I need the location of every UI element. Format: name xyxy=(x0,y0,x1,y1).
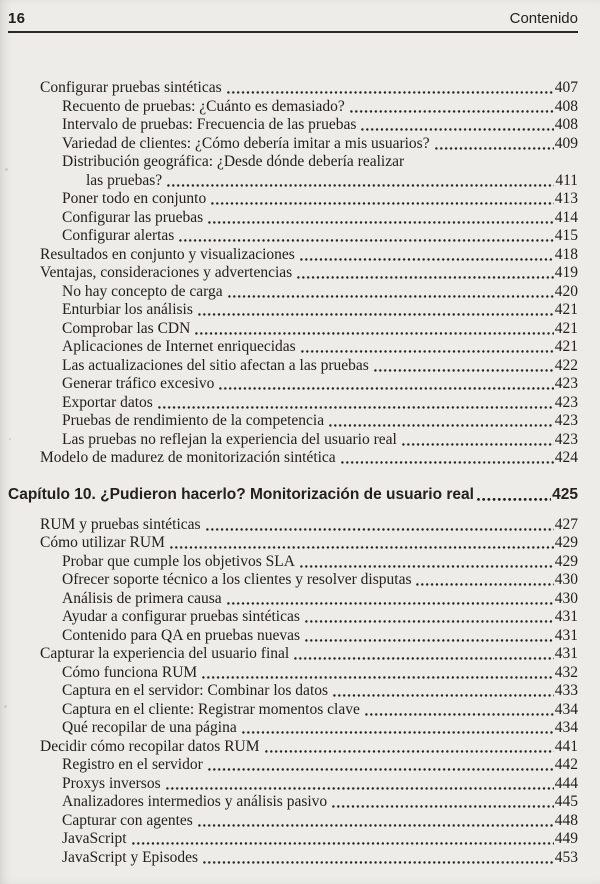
toc-entry-label: Generar tráfico excesivo xyxy=(62,375,215,392)
toc-entry-label: Modelo de madurez de monitorización sintética xyxy=(40,449,336,466)
toc-entry-label: JavaScript xyxy=(62,830,127,847)
scan-speckle xyxy=(5,168,8,171)
toc-leader-dots xyxy=(304,627,554,646)
toc-entry-page: 423 xyxy=(554,393,578,411)
toc-entry-label: Captura en el cliente: Registrar momentos clave xyxy=(62,700,360,718)
toc-entry-page: 415 xyxy=(554,227,578,244)
toc-entry xyxy=(8,590,578,609)
toc-leader-dots xyxy=(202,849,554,868)
toc-leader-dots xyxy=(201,664,554,683)
running-header-title: Contenido xyxy=(509,10,578,27)
toc-leader-dots xyxy=(207,756,554,775)
toc-entry xyxy=(8,849,578,868)
toc-entry-label: Aplicaciones de Internet enriquecidas xyxy=(62,338,296,355)
scan-speckle xyxy=(4,705,7,708)
toc-entry-label: Capturar con agentes xyxy=(62,811,193,829)
toc-entry xyxy=(8,682,578,701)
toc-entry-page: 430 xyxy=(554,571,578,588)
toc-entry-page: 423 xyxy=(554,430,578,448)
toc-entry xyxy=(8,571,578,590)
header-rule xyxy=(8,31,578,33)
toc-entry-label: Analizadores intermedios y análisis pasivo xyxy=(62,793,328,810)
toc-entry-page: 449 xyxy=(554,830,578,847)
toc-entry-label: Captura en el servidor: Combinar los datos xyxy=(62,682,329,699)
toc-leader-dots xyxy=(169,534,554,553)
toc-leader-dots xyxy=(332,682,554,701)
toc-entry-page: 407 xyxy=(554,79,578,96)
toc-leader-dots xyxy=(364,701,554,720)
toc-entry-page: 431 xyxy=(554,626,578,644)
toc-entry xyxy=(8,812,578,831)
toc-entry xyxy=(8,516,578,535)
toc-entry xyxy=(8,153,578,172)
toc-entry xyxy=(8,135,578,154)
toc-entry xyxy=(8,246,578,265)
toc-entry-page: 430 xyxy=(554,589,578,607)
toc-leader-dots xyxy=(131,830,554,849)
toc-entry-page: 431 xyxy=(554,645,578,662)
toc-entry xyxy=(8,375,578,394)
toc-entry xyxy=(8,264,578,283)
toc-entry-page: 442 xyxy=(554,756,578,773)
toc-leader-dots xyxy=(415,571,553,590)
toc-leader-dots xyxy=(218,375,553,394)
toc-leader-dots xyxy=(434,135,554,154)
toc-entry-page: 444 xyxy=(554,774,578,792)
toc-entry-page: 424 xyxy=(554,449,578,466)
toc-entry xyxy=(8,116,578,135)
toc-entry-label: Configurar alertas xyxy=(62,227,175,244)
toc-entry-label: No hay concepto de carga xyxy=(62,282,223,300)
toc-entry xyxy=(8,79,578,98)
toc-entry-page: 421 xyxy=(554,338,578,355)
toc-leader-dots xyxy=(300,338,554,357)
toc-entry-page: 408 xyxy=(554,116,578,133)
toc-entry xyxy=(8,645,578,664)
toc-entry-label: Contenido para QA en pruebas nuevas xyxy=(62,626,301,644)
toc-entry-page: 433 xyxy=(554,682,578,699)
toc-entry xyxy=(8,664,578,683)
toc-entry xyxy=(8,608,578,627)
toc-entry xyxy=(8,98,578,117)
toc-entry-page: 408 xyxy=(554,97,578,115)
toc-entry-page: 423 xyxy=(554,412,578,429)
toc-entry-label: Probar que cumple los objetivos SLA xyxy=(62,552,295,570)
toc-leader-dots xyxy=(373,357,554,376)
toc-entry-label: Comprobar las CDN xyxy=(62,319,191,337)
toc-entry-label: Análisis de primera causa xyxy=(62,589,222,607)
toc-entry xyxy=(8,190,578,209)
toc-leader-dots xyxy=(207,209,554,228)
toc-leader-dots xyxy=(210,190,554,209)
toc-entry xyxy=(8,793,578,812)
toc-entry-label: RUM y pruebas sintéticas xyxy=(40,515,201,533)
toc-entry-page: 422 xyxy=(554,356,578,374)
toc-entry-label: Proxys inversos xyxy=(62,774,161,792)
toc-entry-label: Las actualizaciones del sitio afectan a las pruebas xyxy=(62,356,369,374)
toc-entry xyxy=(8,534,578,553)
toc-entry-page: 418 xyxy=(554,245,578,263)
toc-entry xyxy=(8,394,578,413)
toc-leader-dots xyxy=(241,719,554,738)
toc-entry-page: 427 xyxy=(554,515,578,533)
scan-speckle xyxy=(9,438,11,440)
toc-entry-page: 419 xyxy=(554,264,578,281)
toc-leader-dots xyxy=(166,172,554,191)
toc-entry xyxy=(8,719,578,738)
toc-entry-page: 445 xyxy=(554,793,578,810)
toc-entry-page: 441 xyxy=(554,737,578,755)
toc-entry-label: Registro en el servidor xyxy=(62,756,203,773)
toc-leader-dots xyxy=(226,79,554,98)
toc-leader-dots xyxy=(293,645,554,664)
toc-leader-dots xyxy=(165,775,554,794)
toc-entry xyxy=(8,431,578,450)
toc-entry-page: 413 xyxy=(554,190,578,207)
toc-entry-label: Qué recopilar de una página xyxy=(62,719,237,736)
toc-entry xyxy=(8,338,578,357)
toc-entry-label: Las pruebas no reflejan la experiencia del usuario real xyxy=(62,430,397,448)
toc-leader-dots xyxy=(226,590,554,609)
toc-entry xyxy=(8,775,578,794)
toc-leader-dots xyxy=(328,412,554,431)
toc-entry xyxy=(8,756,578,775)
toc-entry-page: 453 xyxy=(554,848,578,866)
toc-entry xyxy=(8,701,578,720)
toc-entry-label: Recuento de pruebas: ¿Cuánto es demasiado? xyxy=(62,97,345,115)
toc-entry-label: Ofrecer soporte técnico a los clientes y resolver disputas xyxy=(62,571,412,588)
toc-leader-dots xyxy=(197,301,554,320)
toc-entry-label: Capturar la experiencia del usuario final xyxy=(40,645,290,662)
toc-entry-label: Cómo utilizar RUM xyxy=(40,534,165,551)
toc-entry-label: Variedad de clientes: ¿Cómo debería imitar a mis usuarios? xyxy=(62,134,430,152)
toc-leader-dots xyxy=(299,246,554,265)
toc-entry xyxy=(8,283,578,302)
toc-entry-label: Configurar pruebas sintéticas xyxy=(40,79,222,96)
toc-entry xyxy=(8,412,578,431)
toc-entry xyxy=(8,227,578,246)
toc-entry-page: 434 xyxy=(554,700,578,718)
toc-entry-page: 411 xyxy=(555,171,578,189)
toc-entry xyxy=(8,553,578,572)
toc-leader-dots xyxy=(340,449,554,468)
toc-entry-label: Pruebas de rendimiento de la competencia xyxy=(62,412,325,429)
toc-leader-dots xyxy=(264,738,554,757)
toc-entry-label: Capítulo 10. ¿Pudieron hacerlo? Monitorización de usuario real xyxy=(8,485,474,503)
toc-entry-label: Configurar las pruebas xyxy=(62,208,204,226)
toc-leader-dots xyxy=(331,793,554,812)
toc-entry-page: 420 xyxy=(554,282,578,300)
toc-entry-label: las pruebas? xyxy=(86,171,163,189)
toc-entry xyxy=(8,738,578,757)
toc-leader-dots xyxy=(349,98,554,117)
toc-entry xyxy=(8,209,578,228)
toc-entry xyxy=(8,357,578,376)
toc-entry xyxy=(8,301,578,320)
toc-entry xyxy=(8,449,578,468)
toc-entry-page: 414 xyxy=(554,208,578,226)
toc-entry-label: Intervalo de pruebas: Frecuencia de las pruebas xyxy=(62,116,357,133)
toc-entry-page: 421 xyxy=(554,319,578,337)
toc-entry-label: Decidir cómo recopilar datos RUM xyxy=(40,737,260,755)
toc-entry-label: Poner todo en conjunto xyxy=(62,190,207,207)
toc-entry-page: 409 xyxy=(554,134,578,152)
toc-entry-page: 432 xyxy=(554,663,578,681)
toc-entry-label: Distribución geográfica: ¿Desde dónde debería realizar xyxy=(62,153,405,170)
toc-leader-dots xyxy=(178,227,553,246)
toc-leader-dots xyxy=(360,116,553,135)
toc-entry-label: Ventajas, consideraciones y advertencias xyxy=(40,264,293,281)
toc-entry xyxy=(8,320,578,339)
toc-entry-page: 434 xyxy=(554,719,578,736)
toc-entry xyxy=(8,484,578,506)
toc-entry xyxy=(8,627,578,646)
toc-leader-dots xyxy=(205,516,554,535)
toc-entry-page: 421 xyxy=(554,301,578,318)
page-number: 16 xyxy=(8,10,26,27)
toc-entry-page: 425 xyxy=(552,485,578,503)
toc-leader-dots xyxy=(197,812,554,831)
toc-entry-page: 431 xyxy=(554,608,578,625)
toc-leader-dots xyxy=(157,394,554,413)
toc-entry-label: JavaScript y Episodes xyxy=(62,848,199,866)
toc-entry-page: 423 xyxy=(554,375,578,392)
toc-entry-page: 429 xyxy=(554,534,578,551)
toc-leader-dots xyxy=(296,264,554,283)
toc-leader-dots xyxy=(299,553,554,572)
toc-entry-label: Resultados en conjunto y visualizaciones xyxy=(40,245,295,263)
toc-leader-dots xyxy=(227,283,554,302)
toc-entry xyxy=(8,172,578,191)
toc-entry-page: 429 xyxy=(554,552,578,570)
toc-entry-label: Ayudar a configurar pruebas sintéticas xyxy=(62,608,300,625)
toc-leader-dots xyxy=(194,320,553,339)
toc-leader-dots xyxy=(476,484,551,506)
toc-entry-page: 448 xyxy=(554,811,578,829)
toc-entry-label: Enturbiar los análisis xyxy=(62,301,193,318)
toc-list xyxy=(8,79,578,867)
toc-leader-dots xyxy=(304,608,554,627)
toc-entry-label: Exportar datos xyxy=(62,393,153,411)
running-header xyxy=(8,10,578,27)
toc-leader-dots xyxy=(401,431,554,450)
toc-entry-label: Cómo funciona RUM xyxy=(62,663,198,681)
toc-entry xyxy=(8,830,578,849)
